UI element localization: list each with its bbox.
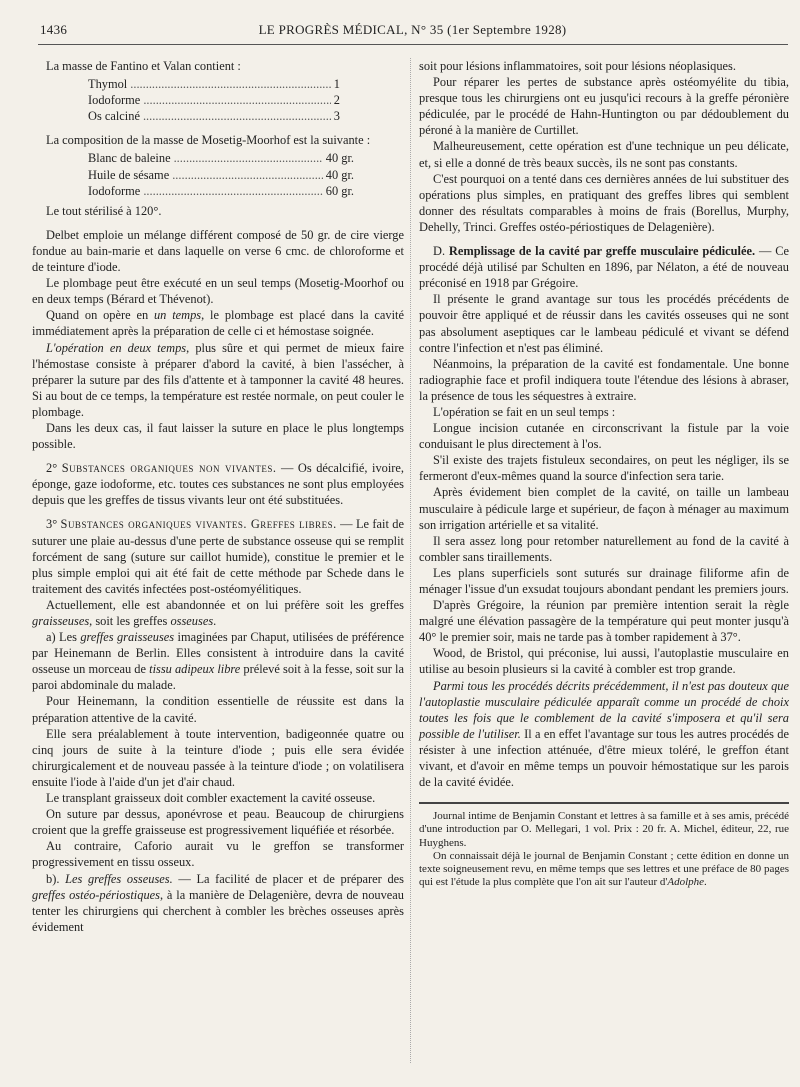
- running-title: LE PROGRÈS MÉDICAL, N° 35 (1er Septembre 1928): [258, 22, 567, 37]
- footnote-rule: [419, 802, 789, 804]
- paragraph: Parmi tous les procédés décrits précédemment, il n'est pas douteux que l'autoplastie musculaire pédiculée apparaît comme un procédé de choix toutes les fois que le comblement de la cavité s'imposera et qu'il sera possible de l'utiliser. Il a en effet l'avantage sur tous les autres procédés de résister à une infection atténuée, d'être mieux toléré, le greffon étant vivant, et d'avoir en même temps un pouvoir hémostatique sur les parois de la cavité évidée.: [419, 678, 789, 790]
- paragraph: b). Les greffes osseuses. — La facilité de placer et de préparer des greffes ostéo-périostiques, à la manière de Delagenière, devra de nouveau tenter les chirurgiens qui cherchent à combler les brèches osseuses après évidement: [32, 871, 404, 934]
- paragraph: D'après Grégoire, la réunion par première intention serait la règle malgré une élévation passagère de la température qui peut monter jusqu'à 40° le premier soir, mais ne tarde pas à tomber rapidement à 37°.: [419, 598, 789, 645]
- paragraph: S'il existe des trajets fistuleux secondaires, on peut les négliger, ils se fermeront d'eux-mêmes quand la source d'infection sera tarie.: [419, 453, 789, 484]
- paragraph: Les plans superficiels sont suturés sur drainage filiforme afin de ménager l'issue d'un exsudat toujours abondant pendant les premiers jours.: [419, 565, 789, 596]
- paragraph: Quand on opère en un temps, le plombage est placé dans la cavité immédiatement après la préparation de celle ci et hémostase soignée.: [32, 308, 405, 339]
- paragraph: Pour Heinemann, la condition essentielle de réussite est dans la préparation attentive de la cavité.: [32, 694, 404, 725]
- header-rule: [38, 44, 788, 45]
- column-divider: [410, 58, 411, 1063]
- paragraph: Le tout stérilisé à 120°.: [46, 203, 162, 218]
- table-row: Iodoforme ..... 60 gr.: [32, 183, 404, 199]
- running-header: [40, 22, 785, 40]
- paragraph: 3° Substances organiques vivantes. Greffes libres. — Le fait de suturer une plaie au-dessus d'une perte de substance osseuse qui se remplit forcément de sang (suture sur caillot humide), constitue le premier et le plus simple emploi qui ait été fait de cette méthode par Schede dans le traitement des cavités infectées post-ostéomyélitiques.: [32, 517, 404, 596]
- table-row: Huile de sésame ..... 40 gr.: [32, 167, 404, 183]
- paragraph: Il sera assez long pour retomber naturellement au fond de la cavité à combler sans tiraillements.: [419, 533, 789, 564]
- paragraph: Le transplant graisseux doit combler exactement la cavité osseuse.: [46, 791, 376, 806]
- paragraph: Malheureusement, cette opération est d'une technique un peu délicate, et, si elle a donné de très beaux succès, ils ne sont pas constants.: [419, 139, 789, 170]
- paragraph: L'opération en deux temps, plus sûre et qui permet de mieux faire l'hémostase consiste à préparer d'abord la cavité, à bien l'assécher, à préparer la suture par des fils d'attente et à tamponner la cavité 48 heures. Si au bout de ce temps, la température est restée normale, on peut couler le plombage.: [32, 340, 404, 419]
- table-row: Blanc de baleine ..... 40 gr.: [32, 150, 404, 166]
- book-notice: Journal intime de Benjamin Constant et lettres à sa famille et à ses amis, précédé d'une introduction par O. Mellegari, 1 vol. Prix : 20 fr. A. Michel, éditeur, 22, rue Huyghens.: [419, 810, 789, 849]
- table-row: Iodoforme ..... 2: [32, 92, 404, 108]
- paragraph: L'opération se fait en un seul temps :: [433, 404, 616, 419]
- right-column: [419, 58, 789, 889]
- paragraph: Delbet emploie un mélange différent composé de 50 gr. de cire vierge fondue au bain-marie et dans laquelle on verse 6 cmc. de chloroforme et de teinture d'iode.: [32, 227, 404, 275]
- paragraph: Le plombage peut être exécuté en un seul temps (Mosetig-Moorhof ou en deux temps (Bérard et Thévenot).: [32, 276, 404, 307]
- paragraph: a) Les greffes graisseuses imaginées par Chaput, utilisées de préférence par Heinemann de Berlin. Elles consistent à introduire dans la cavité osseuse un morceau de tissu adipeux libre prélevé soit à la fesse, soit sur la paroi abdominale du malade.: [32, 630, 404, 693]
- paragraph: Il présente le grand avantage sur tous les procédés précédents de pouvoir être appliqué et de réussir dans les cavités osseuses qui ne sont pas absolument aseptiques car le lambeau pédiculé et vivant se défend contre l'infection et n'est pas éliminé.: [419, 292, 789, 355]
- paragraph: La composition de la masse de Mosetig-Moorhof est la suivante :: [46, 133, 371, 148]
- table-row: Os calciné ..... 3: [32, 108, 404, 124]
- paragraph: 2° Substances organiques non vivantes. — Os décalcifié, ivoire, éponge, gaze iodoforme, etc. toutes ces substances ne sont plus employées depuis que les greffes de tissus vivants leur ont été substituées.: [32, 461, 405, 508]
- left-column: [32, 58, 404, 935]
- paragraph: soit pour lésions inflammatoires, soit pour lésions néoplasiques.: [419, 59, 736, 73]
- paragraph: Au contraire, Caforio aurait vu le greffon se transformer progressivement en tissu osseux.: [32, 839, 404, 870]
- paragraph: C'est pourquoi on a tenté dans ces dernières années de lui substituer des opérations plus simples, en pratiquant des greffes libres qui semblent donner des résultats comparables à moins de frais (Borellus, Murphy, Dehelly, Trinci. Greffes ostéo-périostiques de Delagenière).: [419, 171, 789, 234]
- paragraph: Néanmoins, la préparation de la cavité est fondamentale. Une bonne radiographie face et profil indiquera toute l'étendue des lésions à abraser, la présence de tous les séquestres à extraire.: [419, 356, 789, 403]
- book-review: On connaissait déjà le journal de Benjamin Constant ; cette édition en donne un texte soigneusement revu, en même temps que ses lettres et une préface de 80 pages qui est l'étude la plus complète que l'on ait sur l'auteur d'Adolphe.: [419, 849, 789, 889]
- paragraph: Elle sera préalablement à toute intervention, badigeonnée quatre ou cinq jours de suite à la teinture d'iode ; puis elle sera évidée chirurgicalement et de nouveau passée à la teinture d'iode ; on volatilisera ensuite l'iode à l'aide d'un jet d'air chaud.: [32, 726, 404, 789]
- page-number: 1436: [40, 22, 68, 37]
- paragraph: Longue incision cutanée en circonscrivant la fistule par la voie conduisant le plus directement à l'os.: [419, 421, 789, 452]
- paragraph: Après évidement bien complet de la cavité, on taille un lambeau musculaire à pédicule large et supérieur, de façon à ménager au maximum son irrigation artérielle et sa vitalité.: [419, 485, 789, 532]
- mosetig-composition-table: [32, 150, 404, 198]
- paragraph: Dans les deux cas, il faut laisser la suture en place le plus longtemps possible.: [32, 420, 404, 452]
- paragraph: D. Remplissage de la cavité par greffe musculaire pédiculée. — Ce procédé déjà utilisé par Schulten en 1896, par Nélaton, a été de nouveau préconisé en 1918 par Grégoire.: [419, 244, 789, 291]
- paragraph: La masse de Fantino et Valan contient :: [46, 59, 241, 73]
- fantino-composition-table: [32, 76, 404, 124]
- paragraph: Pour réparer les pertes de substance après ostéomyélite du tibia, presque tous les chirurgiens ont eu jusqu'ici recours à la greffe péronière pédiculée, par le procédé de Hahn-Huntington ou par dédoublement du péroné à la manière de Curtillet.: [419, 75, 789, 138]
- paragraph: Actuellement, elle est abandonnée et on lui préfère soit les greffes graisseuses, soit les greffes osseuses.: [32, 597, 404, 628]
- paragraph: Wood, de Bristol, qui préconise, lui aussi, l'autoplastie musculaire en utilise au besoin plusieurs si la cavité à combler est trop grande.: [419, 646, 789, 677]
- paragraph: On suture par dessus, aponévrose et peau. Beaucoup de chirurgiens croient que la greffe graisseuse est progressivement liquéfiée et résorbée.: [32, 807, 404, 838]
- table-row: Thymol ..... 1: [32, 76, 404, 92]
